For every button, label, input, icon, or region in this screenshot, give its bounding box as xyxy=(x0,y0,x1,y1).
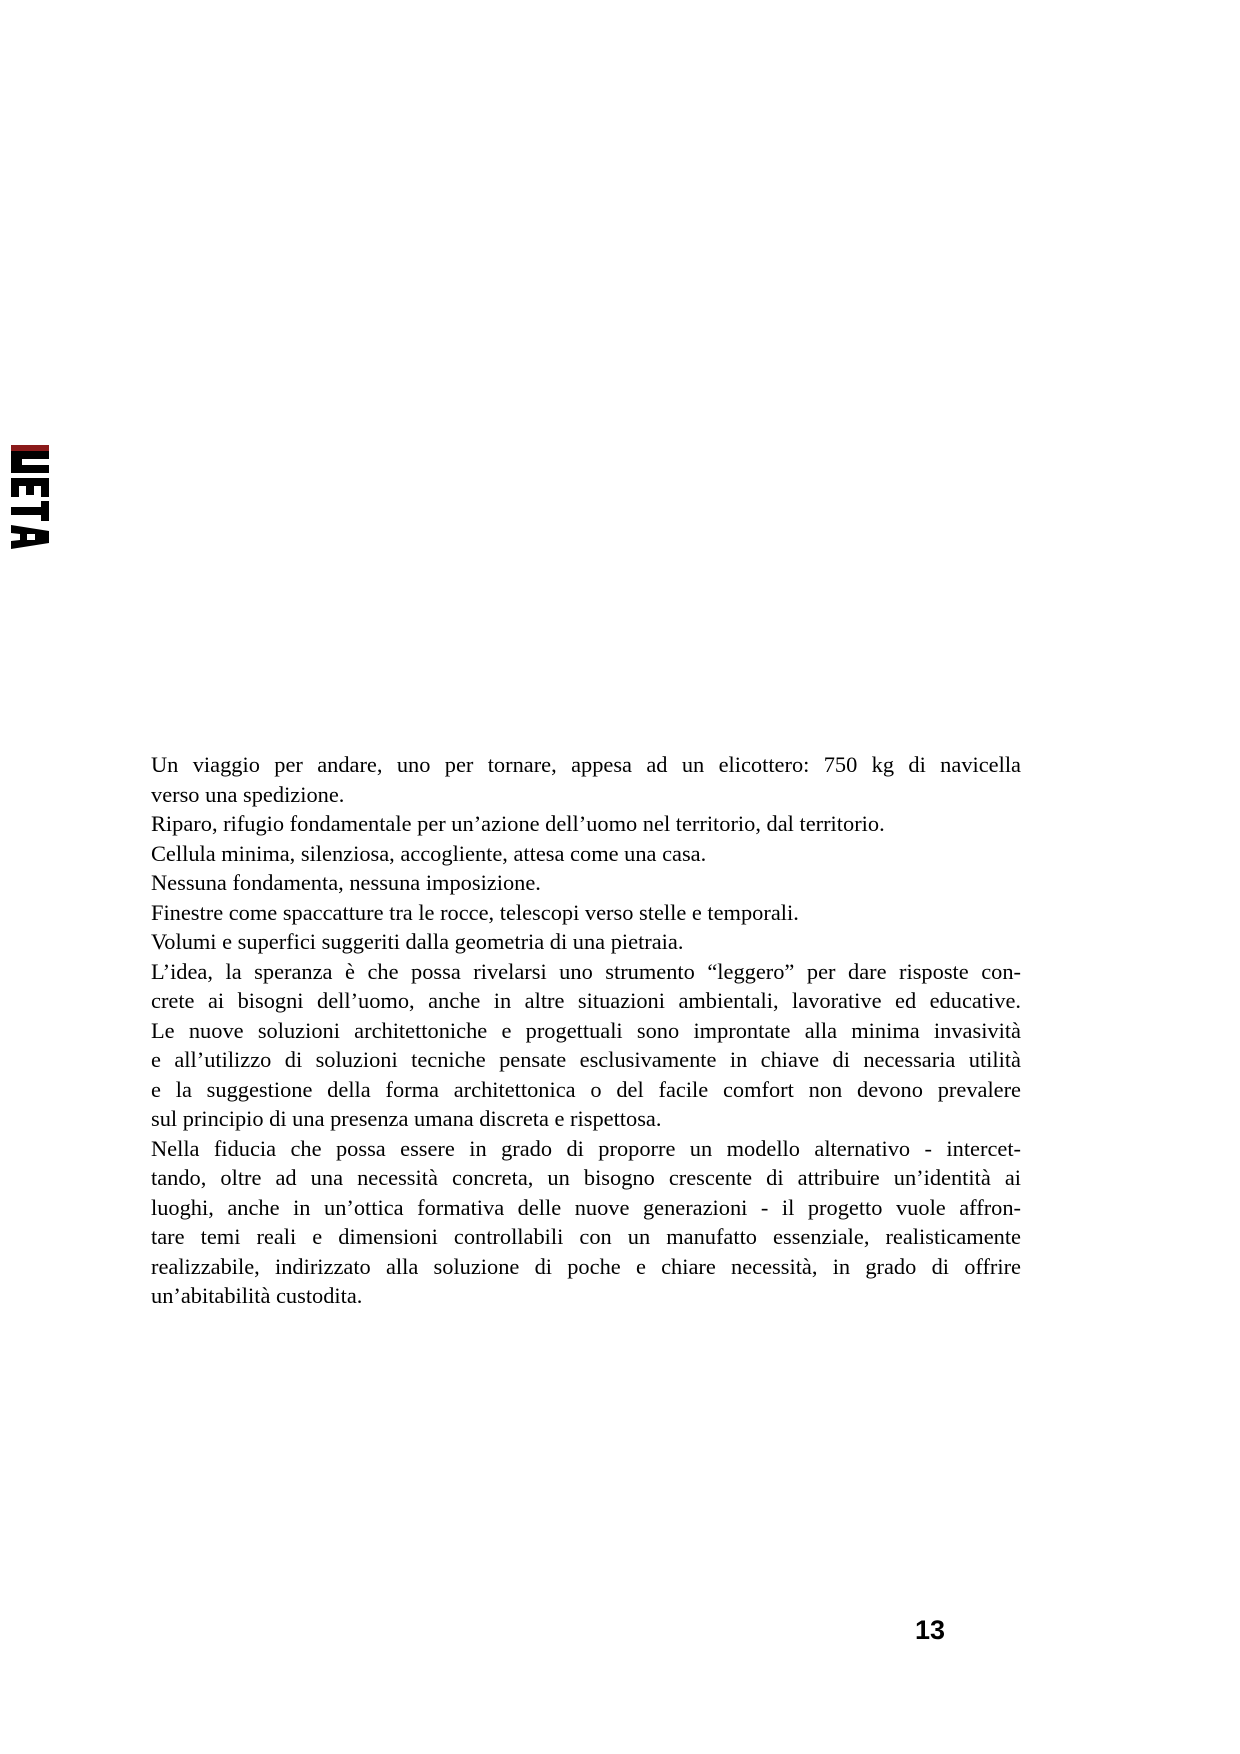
logo-t-stem xyxy=(11,507,41,515)
text-line: Volumi e superfici suggeriti dalla geometria di una pietraia. xyxy=(151,929,684,954)
text-line: tare temi reali e dimensioni controllabili con un manufatto essenziale, realisticamente xyxy=(151,1224,1021,1249)
text-line: luoghi, anche in un’ottica formativa delle nuove generazioni - il progetto vuole affron- xyxy=(151,1194,1021,1220)
text-line: realizzabile, indirizzato alla soluzione di poche e chiare necessità, in grado di offrire xyxy=(151,1253,1021,1279)
text-line: L’idea, la speranza è che possa rivelarsi uno strumento “leggero” per dare risposte con- xyxy=(151,958,1021,984)
text-line: Riparo, rifugio fondamentale per un’azione dell’uomo nel territorio, dal territorio. xyxy=(151,811,885,836)
text-line: Finestre come spaccatture tra le rocce, telescopi verso stelle e temporali. xyxy=(151,899,799,925)
text-line: tando, oltre ad una necessità concreta, un bisogno crescente di attribuire un’identità ai xyxy=(151,1165,1021,1190)
logo-m-stroke-2 xyxy=(11,459,22,465)
text-line: crete ai bisogni dell’uomo, anche in altre situazioni ambientali, lavorative ed educative. xyxy=(151,988,1021,1013)
text-line: Nessuna fondamenta, nessuna imposizione. xyxy=(151,870,541,895)
text-line: verso una spedizione. xyxy=(151,781,345,807)
logo-e-spine xyxy=(11,478,49,486)
text-line: un’abitabilità custodita. xyxy=(151,1283,363,1308)
text-line: Le nuove soluzioni architettoniche e progettuali sono improntate alla minima invasività xyxy=(151,1017,1021,1043)
text-line: Cellula minima, silenziosa, accogliente, attesa come una casa. xyxy=(151,840,707,866)
text-line: sul principio di una presenza umana discreta e rispettosa. xyxy=(151,1106,662,1131)
logo-t-bar xyxy=(41,501,49,521)
text-line: e la suggestione della forma architettonica o del facile comfort non devono prevalere xyxy=(151,1076,1021,1102)
logo-e-arm-3 xyxy=(41,486,49,497)
body-paragraph xyxy=(151,750,1021,1311)
text-line: Un viaggio per andare, uno per tornare, appesa ad un elicottero: 750 kg di navicella xyxy=(151,752,1021,777)
logo-e-arm-2 xyxy=(26,486,34,495)
page-number: 13 xyxy=(914,1615,946,1645)
text-line: e all’utilizzo di soluzioni tecniche pensate esclusivamente in chiave di necessaria utilità xyxy=(151,1047,1021,1072)
logo-m-stroke-1 xyxy=(11,451,49,459)
logo-m-accent xyxy=(11,445,49,451)
text-line: Nella fiducia che possa essere in grado di proporre un modello alternativo - intercet- xyxy=(151,1135,1021,1161)
logo-m-stroke-3 xyxy=(11,465,49,473)
logo-e-arm-1 xyxy=(11,486,19,497)
meta-logo-graphic xyxy=(10,445,50,549)
logo-a-counter xyxy=(27,534,35,540)
meta-logo xyxy=(10,445,50,549)
